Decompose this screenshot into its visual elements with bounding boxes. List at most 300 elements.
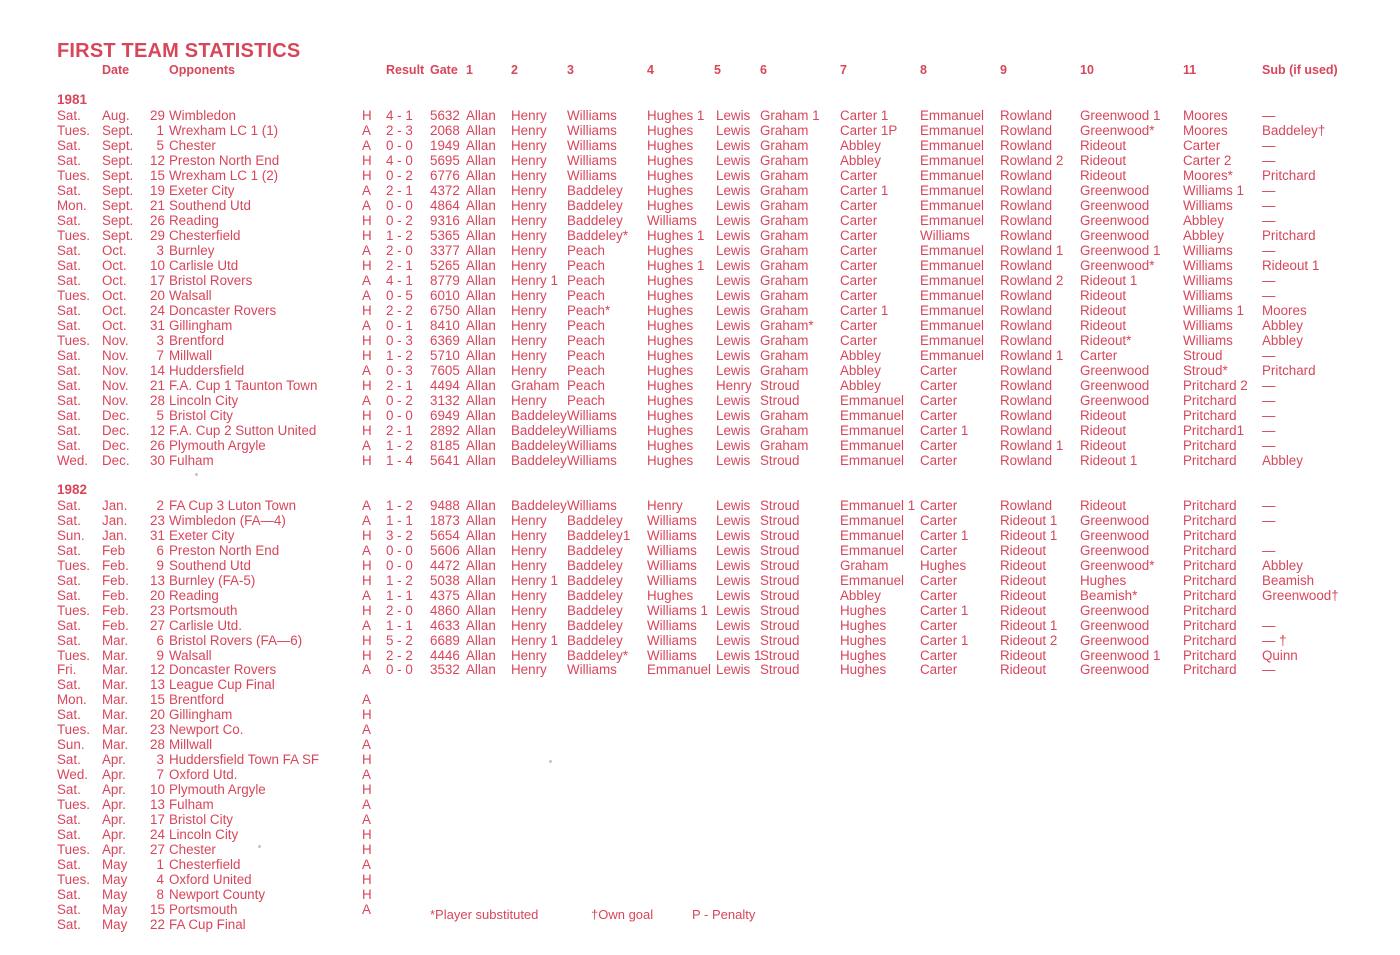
cell-player-1: Allan <box>466 362 496 378</box>
cell-player-3: Williams <box>567 108 617 123</box>
cell-player-4: Hughes <box>647 407 694 423</box>
season-year: 1981 <box>57 92 88 107</box>
cell-player-9: Rowland <box>1000 137 1053 153</box>
cell-day: Tues. <box>57 557 90 573</box>
cell-date: 2 <box>156 498 164 513</box>
cell-gate: 4494 <box>430 377 460 393</box>
cell-player-7: Abbley <box>840 362 881 378</box>
cell-player-10: Beamish* <box>1080 587 1138 603</box>
cell-player-2: Henry <box>511 197 547 213</box>
cell-player-4: Hughes <box>647 392 694 408</box>
cell-opponent: Chesterfield <box>169 227 241 243</box>
cell-substitute: — <box>1262 498 1276 513</box>
cell-opponent: Walsall <box>169 287 212 303</box>
cell-opponent: Bristol Rovers (FA—6) <box>169 632 303 648</box>
cell-player-10: Rideout <box>1080 167 1127 183</box>
cell-player-8: Emmanuel <box>920 257 985 273</box>
cell-player-9: Rideout <box>1000 662 1047 678</box>
cell-player-9: Rideout <box>1000 572 1047 588</box>
cell-player-4: Williams <box>647 527 697 543</box>
cell-result: 1 - 1 <box>386 587 413 603</box>
cell-player-5: Lewis <box>716 362 751 378</box>
cell-player-10: Greenwood <box>1080 182 1150 198</box>
cell-player-8: Carter 1 <box>920 422 969 438</box>
cell-player-8: Emmanuel <box>920 197 985 213</box>
cell-result: 2 - 1 <box>386 377 413 393</box>
cell-player-2: Henry <box>511 602 547 618</box>
cell-player-2: Baddeley <box>511 498 567 513</box>
cell-result: 0 - 0 <box>386 557 413 573</box>
cell-player-4: Hughes <box>647 422 694 438</box>
cell-month: Apr. <box>102 841 126 857</box>
cell-player-6: Graham <box>760 257 809 273</box>
cell-player-3: Williams <box>567 167 617 183</box>
cell-player-8: Williams <box>920 227 970 243</box>
cell-player-7: Carter <box>840 212 878 228</box>
cell-result: 2 - 0 <box>386 242 413 258</box>
cell-player-8: Emmanuel <box>920 212 985 228</box>
cell-date: 29 <box>150 227 165 243</box>
cell-venue: A <box>362 287 371 303</box>
cell-player-4: Williams <box>647 512 697 528</box>
cell-result: 0 - 0 <box>386 197 413 213</box>
cell-venue: H <box>362 407 372 423</box>
cell-opponent: FA Cup Final <box>169 916 246 932</box>
cell-substitute: — <box>1262 512 1276 528</box>
cell-day: Sat. <box>57 407 81 423</box>
cell-player-3: Baddeley <box>567 587 623 603</box>
cell-player-5: Lewis <box>716 392 751 408</box>
cell-player-5: Lewis <box>716 422 751 438</box>
cell-player-11: Williams <box>1183 257 1233 273</box>
cell-player-11: Abbley <box>1183 212 1224 228</box>
cell-player-5: Lewis <box>716 272 751 288</box>
cell-player-5: Lewis <box>716 602 751 618</box>
cell-venue: A <box>362 392 371 408</box>
cell-player-2: Baddeley <box>511 437 567 453</box>
cell-player-2: Henry <box>511 242 547 258</box>
cell-day: Tues. <box>57 167 90 183</box>
cell-player-10: Greenwood <box>1080 527 1150 543</box>
cell-player-7: Abbley <box>840 587 881 603</box>
cell-player-7: Hughes <box>840 662 887 678</box>
cell-month: May <box>102 901 128 917</box>
cell-player-4: Williams <box>647 542 697 558</box>
cell-opponent: Oxford United <box>169 871 252 887</box>
cell-month: May <box>102 916 128 932</box>
cell-player-3: Williams <box>567 452 617 468</box>
cell-player-6: Graham <box>760 302 809 318</box>
cell-substitute: Abbley <box>1262 317 1303 333</box>
cell-player-6: Graham <box>760 182 809 198</box>
cell-venue: A <box>362 767 371 783</box>
cell-result: 1 - 2 <box>386 347 413 363</box>
cell-player-9: Rowland <box>1000 108 1053 123</box>
cell-gate: 9316 <box>430 212 460 228</box>
cell-opponent: Bristol Rovers <box>169 272 253 288</box>
cell-player-5: Lewis <box>716 317 751 333</box>
header-player-5: 5 <box>714 63 721 77</box>
cell-gate: 4864 <box>430 197 460 213</box>
cell-player-3: Baddeley <box>567 617 623 633</box>
cell-venue: A <box>362 737 371 753</box>
cell-player-9: Rideout <box>1000 587 1047 603</box>
cell-player-3: Peach <box>567 347 605 363</box>
cell-month: Feb <box>102 542 126 558</box>
cell-player-4: Hughes <box>647 332 694 348</box>
cell-month: Dec. <box>102 422 130 438</box>
cell-player-1: Allan <box>466 542 496 558</box>
cell-substitute: — <box>1262 662 1276 678</box>
cell-player-9: Rowland <box>1000 227 1053 243</box>
cell-substitute: Rideout 1 <box>1262 257 1320 273</box>
cell-month: Nov. <box>102 392 129 408</box>
cell-player-8: Carter 1 <box>920 632 969 648</box>
cell-player-3: Baddeley <box>567 602 623 618</box>
header-player-10: 10 <box>1080 63 1094 77</box>
cell-day: Sat. <box>57 422 81 438</box>
cell-player-8: Carter <box>920 617 958 633</box>
cell-venue: H <box>362 422 372 438</box>
cell-day: Sat. <box>57 242 81 258</box>
cell-month: Nov. <box>102 347 129 363</box>
cell-result: 1 - 2 <box>386 227 413 243</box>
header-player-3: 3 <box>567 63 574 77</box>
cell-player-3: Peach <box>567 377 605 393</box>
cell-month: Sept. <box>102 167 134 183</box>
cell-player-9: Rideout 1 <box>1000 617 1058 633</box>
cell-player-6: Stroud <box>760 662 800 678</box>
cell-player-1: Allan <box>466 347 496 363</box>
cell-month: May <box>102 856 128 872</box>
cell-player-4: Hughes <box>647 377 694 393</box>
cell-player-7: Carter <box>840 257 878 273</box>
cell-player-5: Lewis 1 <box>716 647 762 663</box>
cell-player-7: Hughes <box>840 647 887 663</box>
cell-player-1: Allan <box>466 302 496 318</box>
cell-gate: 4472 <box>430 557 460 573</box>
cell-opponent: Wrexham LC 1 (2) <box>169 167 279 183</box>
cell-result: 4 - 0 <box>386 152 413 168</box>
cell-date: 12 <box>150 152 165 168</box>
cell-player-11: Moores <box>1183 122 1228 138</box>
cell-player-7: Abbley <box>840 152 881 168</box>
cell-gate: 1949 <box>430 137 460 153</box>
cell-player-6: Graham 1 <box>760 108 820 123</box>
cell-venue: A <box>362 272 371 288</box>
cell-player-10: Greenwood <box>1080 542 1150 558</box>
cell-player-11: Pritchard 2 <box>1183 377 1248 393</box>
cell-substitute: — <box>1262 422 1276 438</box>
cell-substitute: Quinn <box>1262 647 1298 663</box>
cell-player-1: Allan <box>466 662 496 678</box>
cell-date: 17 <box>150 272 165 288</box>
cell-opponent: Burnley <box>169 242 215 258</box>
cell-player-1: Allan <box>466 557 496 573</box>
cell-player-2: Henry <box>511 347 547 363</box>
cell-result: 2 - 3 <box>386 122 413 138</box>
cell-player-1: Allan <box>466 287 496 303</box>
cell-month: Mar. <box>102 647 129 663</box>
cell-player-1: Allan <box>466 632 496 648</box>
cell-player-1: Allan <box>466 452 496 468</box>
cell-date: 26 <box>150 212 165 228</box>
cell-venue: H <box>362 257 372 273</box>
cell-day: Sat. <box>57 782 81 798</box>
cell-venue: H <box>362 886 372 902</box>
cell-player-7: Carter <box>840 227 878 243</box>
cell-opponent: Oxford Utd. <box>169 767 238 783</box>
cell-opponent: Preston North End <box>169 152 280 168</box>
cell-date: 12 <box>150 422 165 438</box>
cell-player-6: Stroud <box>760 632 800 648</box>
cell-month: Sept. <box>102 182 134 198</box>
cell-venue: A <box>362 662 371 678</box>
header-gate: Gate <box>430 63 458 77</box>
cell-player-7: Carter <box>840 272 878 288</box>
cell-player-7: Emmanuel <box>840 512 905 528</box>
cell-result: 1 - 2 <box>386 437 413 453</box>
cell-substitute: — <box>1262 392 1276 408</box>
cell-player-6: Graham <box>760 422 809 438</box>
cell-day: Sat. <box>57 317 81 333</box>
cell-result: 0 - 2 <box>386 212 413 228</box>
cell-player-11: Pritchard <box>1183 542 1237 558</box>
cell-opponent: Burnley (FA-5) <box>169 572 256 588</box>
cell-date: 21 <box>150 197 165 213</box>
cell-player-8: Hughes <box>920 557 967 573</box>
cell-player-7: Abbley <box>840 377 881 393</box>
cell-player-6: Stroud <box>760 572 800 588</box>
cell-player-9: Rowland <box>1000 122 1053 138</box>
cell-month: Oct. <box>102 317 127 333</box>
cell-player-8: Emmanuel <box>920 302 985 318</box>
cell-date: 28 <box>150 392 165 408</box>
cell-date: 15 <box>150 167 165 183</box>
cell-day: Sat. <box>57 302 81 318</box>
cell-month: Mar. <box>102 722 129 738</box>
cell-gate: 3132 <box>430 392 460 408</box>
cell-substitute: Greenwood† <box>1262 587 1339 603</box>
cell-player-9: Rowland 2 <box>1000 272 1064 288</box>
cell-player-2: Henry <box>511 182 547 198</box>
cell-player-11: Pritchard <box>1183 602 1237 618</box>
cell-player-1: Allan <box>466 197 496 213</box>
cell-player-4: Hughes <box>647 167 694 183</box>
cell-venue: A <box>362 856 371 872</box>
cell-player-4: Hughes 1 <box>647 108 705 123</box>
cell-player-2: Henry <box>511 152 547 168</box>
cell-opponent: Doncaster Rovers <box>169 302 277 318</box>
cell-date: 13 <box>150 677 165 693</box>
cell-player-2: Henry <box>511 317 547 333</box>
cell-player-3: Peach <box>567 257 605 273</box>
cell-player-3: Peach <box>567 287 605 303</box>
cell-player-11: Pritchard <box>1183 647 1237 663</box>
cell-player-4: Hughes <box>647 347 694 363</box>
cell-day: Sat. <box>57 347 81 363</box>
cell-player-6: Graham <box>760 407 809 423</box>
cell-player-5: Lewis <box>716 347 751 363</box>
cell-player-8: Carter <box>920 392 958 408</box>
cell-result: 0 - 3 <box>386 332 413 348</box>
cell-month: Sept. <box>102 137 134 153</box>
cell-player-10: Greenwood <box>1080 377 1150 393</box>
cell-player-3: Baddeley <box>567 572 623 588</box>
cell-day: Sat. <box>57 272 81 288</box>
cell-player-7: Emmanuel <box>840 422 905 438</box>
cell-player-7: Carter <box>840 197 878 213</box>
cell-date: 13 <box>150 572 165 588</box>
cell-player-1: Allan <box>466 257 496 273</box>
cell-player-5: Lewis <box>716 527 751 543</box>
cell-venue: H <box>362 871 372 887</box>
cell-player-6: Graham <box>760 437 809 453</box>
cell-day: Sat. <box>57 886 81 902</box>
cell-player-4: Williams 1 <box>647 602 709 618</box>
cell-month: Jan. <box>102 498 128 513</box>
cell-player-6: Graham <box>760 272 809 288</box>
cell-day: Sat. <box>57 632 81 648</box>
cell-gate: 3532 <box>430 662 460 678</box>
cell-player-9: Rowland <box>1000 317 1053 333</box>
cell-opponent: Preston North End <box>169 542 280 558</box>
cell-opponent: Reading <box>169 587 219 603</box>
cell-player-11: Pritchard <box>1183 392 1237 408</box>
cell-player-5: Lewis <box>716 137 751 153</box>
cell-player-11: Pritchard <box>1183 452 1237 468</box>
cell-player-5: Lewis <box>716 212 751 228</box>
cell-date: 31 <box>150 527 165 543</box>
cell-player-8: Carter <box>920 512 958 528</box>
cell-date: 31 <box>150 317 165 333</box>
cell-substitute: Baddeley† <box>1262 122 1326 138</box>
cell-player-4: Hughes <box>647 272 694 288</box>
cell-opponent: Chesterfield <box>169 856 241 872</box>
cell-player-9: Rowland 2 <box>1000 152 1064 168</box>
cell-opponent: Brentford <box>169 692 225 708</box>
cell-day: Sat. <box>57 108 81 123</box>
cell-opponent: Wimbledon (FA—4) <box>169 512 286 528</box>
cell-player-7: Carter <box>840 167 878 183</box>
cell-player-9: Rowland <box>1000 362 1053 378</box>
cell-player-5: Lewis <box>716 182 751 198</box>
cell-player-6: Graham <box>760 362 809 378</box>
cell-day: Sat. <box>57 152 81 168</box>
cell-player-8: Carter <box>920 542 958 558</box>
cell-player-10: Rideout <box>1080 152 1127 168</box>
cell-date: 14 <box>150 362 165 378</box>
header-player-11: 11 <box>1183 63 1197 77</box>
cell-player-7: Graham <box>840 557 889 573</box>
cell-day: Wed. <box>57 767 89 783</box>
cell-player-7: Emmanuel <box>840 572 905 588</box>
cell-player-11: Pritchard1 <box>1183 422 1245 438</box>
cell-player-2: Baddeley <box>511 452 567 468</box>
cell-gate: 2892 <box>430 422 460 438</box>
cell-venue: H <box>362 707 372 723</box>
cell-gate: 5265 <box>430 257 460 273</box>
cell-month: Oct. <box>102 242 127 258</box>
cell-substitute: — <box>1262 287 1276 303</box>
cell-player-8: Emmanuel <box>920 287 985 303</box>
cell-opponent: Portsmouth <box>169 602 238 618</box>
cell-player-3: Baddeley <box>567 557 623 573</box>
cell-player-1: Allan <box>466 137 496 153</box>
cell-player-3: Peach <box>567 242 605 258</box>
cell-date: 3 <box>156 752 164 768</box>
cell-venue: A <box>362 587 371 603</box>
cell-day: Sat. <box>57 826 81 842</box>
cell-player-10: Greenwood 1 <box>1080 647 1161 663</box>
cell-month: Mar. <box>102 707 129 723</box>
cell-date: 6 <box>156 632 164 648</box>
cell-result: 1 - 4 <box>386 452 413 468</box>
cell-day: Sat. <box>57 542 81 558</box>
cell-player-8: Carter <box>920 377 958 393</box>
cell-date: 3 <box>156 332 164 348</box>
cell-result: 0 - 2 <box>386 167 413 183</box>
cell-venue: H <box>362 108 372 123</box>
cell-player-8: Carter <box>920 647 958 663</box>
cell-player-11: Williams <box>1183 317 1233 333</box>
cell-player-9: Rideout 1 <box>1000 527 1058 543</box>
cell-player-10: Rideout <box>1080 317 1127 333</box>
cell-opponent: Wimbledon <box>169 108 236 123</box>
cell-player-5: Lewis <box>716 302 751 318</box>
cell-player-9: Rowland <box>1000 257 1053 273</box>
cell-player-10: Greenwood <box>1080 362 1150 378</box>
cell-player-8: Emmanuel <box>920 137 985 153</box>
header-result: Result <box>386 63 425 77</box>
cell-player-5: Lewis <box>716 407 751 423</box>
cell-player-11: Stroud <box>1183 347 1223 363</box>
cell-player-9: Rowland <box>1000 377 1053 393</box>
cell-player-10: Greenwood* <box>1080 257 1155 273</box>
cell-player-11: Pritchard <box>1183 662 1237 678</box>
cell-player-6: Stroud <box>760 602 800 618</box>
cell-player-3: Williams <box>567 407 617 423</box>
cell-day: Sat. <box>57 377 81 393</box>
cell-day: Sat. <box>57 587 81 603</box>
cell-date: 5 <box>156 137 164 153</box>
cell-player-3: Baddeley1 <box>567 527 631 543</box>
cell-player-6: Graham <box>760 332 809 348</box>
cell-opponent: Southend Utd <box>169 197 251 213</box>
cell-result: 3 - 2 <box>386 527 413 543</box>
cell-player-9: Rowland 1 <box>1000 347 1064 363</box>
cell-opponent: FA Cup 3 Luton Town <box>169 498 297 513</box>
cell-month: Aug. <box>102 108 130 123</box>
cell-gate: 2068 <box>430 122 460 138</box>
cell-player-6: Stroud <box>760 392 800 408</box>
cell-venue: A <box>362 317 371 333</box>
cell-gate: 5641 <box>430 452 460 468</box>
cell-date: 3 <box>156 242 164 258</box>
cell-venue: A <box>362 137 371 153</box>
cell-player-11: Pritchard <box>1183 617 1237 633</box>
cell-player-11: Abbley <box>1183 227 1224 243</box>
cell-player-10: Rideout <box>1080 302 1127 318</box>
cell-player-3: Peach <box>567 317 605 333</box>
cell-player-4: Williams <box>647 647 697 663</box>
cell-player-3: Peach* <box>567 302 611 318</box>
cell-day: Sat. <box>57 137 81 153</box>
cell-day: Tues. <box>57 871 90 887</box>
cell-player-8: Carter <box>920 407 958 423</box>
cell-player-10: Greenwood <box>1080 392 1150 408</box>
cell-gate: 8779 <box>430 272 460 288</box>
